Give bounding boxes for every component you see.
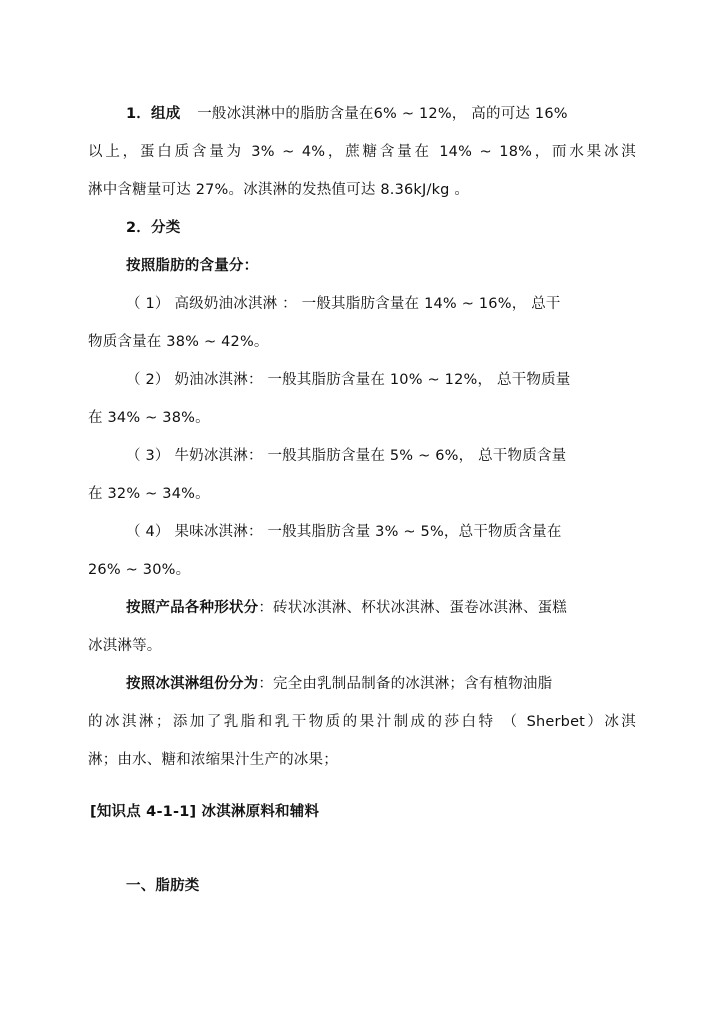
by-composition-line-3: 淋；由水、糖和浓缩果汁生产的冰果；	[88, 752, 338, 768]
item-4-line-1: （ 4） 果味冰淇淋： 一般其脂肪含量 3% ~ 5%，总干物质含量在	[126, 524, 562, 540]
item-4-line-2: 26% ~ 30%。	[88, 562, 191, 578]
item-2-line-1: （ 2） 奶油冰淇淋： 一般其脂肪含量在 10% ~ 12%， 总干物质量	[126, 372, 571, 388]
by-composition-text: ：完全由乳制品制备的冰淇淋；含有植物油脂	[258, 676, 553, 692]
item-1-line-2: 物质含量在 38% ~ 42%。	[88, 334, 269, 350]
by-fat-heading: 按照脂肪的含量分：	[126, 258, 259, 274]
item-1-line-1: （ 1） 高级奶油冰淇淋 ： 一般其脂肪含量在 14% ~ 16%， 总干	[126, 296, 561, 312]
composition-text: 一般冰淇淋中的脂肪含量在6% ~ 12%， 高的可达 16%	[197, 106, 568, 122]
by-composition-line-1	[126, 674, 636, 694]
by-composition-label: 按照冰淇淋组份分为	[126, 676, 259, 692]
by-composition-line-2: 的冰淇淋；添加了乳脂和乳干物质的果汁制成的莎白特 （ Sherbet）冰淇	[88, 714, 636, 730]
composition-paragraph-line-2: 以上，蛋白质含量为 3% ~ 4%，蔗糖含量在 14% ~ 18%，而水果冰淇	[88, 144, 636, 160]
by-shape-line-2: 冰淇淋等。	[88, 638, 162, 654]
item-3-line-1: （ 3） 牛奶冰淇淋： 一般其脂肪含量在 5% ~ 6%， 总干物质含量	[126, 448, 567, 464]
item-2-line-2: 在 34% ~ 38%。	[88, 410, 210, 426]
item-3-line-2: 在 32% ~ 34%。	[88, 486, 210, 502]
composition-paragraph-line-3: 淋中含糖量可达 27%。冰淇淋的发热值可达 8.36kJ/kg 。	[88, 182, 470, 198]
section-one-heading: 一、脂肪类	[126, 878, 200, 894]
by-shape-line-1	[126, 598, 636, 618]
composition-paragraph-line-1	[126, 104, 636, 124]
by-shape-label: 按照产品各种形状分	[126, 600, 259, 616]
composition-heading: 1．组成	[126, 106, 181, 122]
knowledge-point-heading: [知识点 4-1-1] 冰淇淋原料和辅料	[90, 804, 320, 820]
classification-heading: 2．分类	[126, 220, 181, 236]
by-shape-text: ：砖状冰淇淋、杯状冰淇淋、蛋卷冰淇淋、蛋糕	[258, 600, 568, 616]
